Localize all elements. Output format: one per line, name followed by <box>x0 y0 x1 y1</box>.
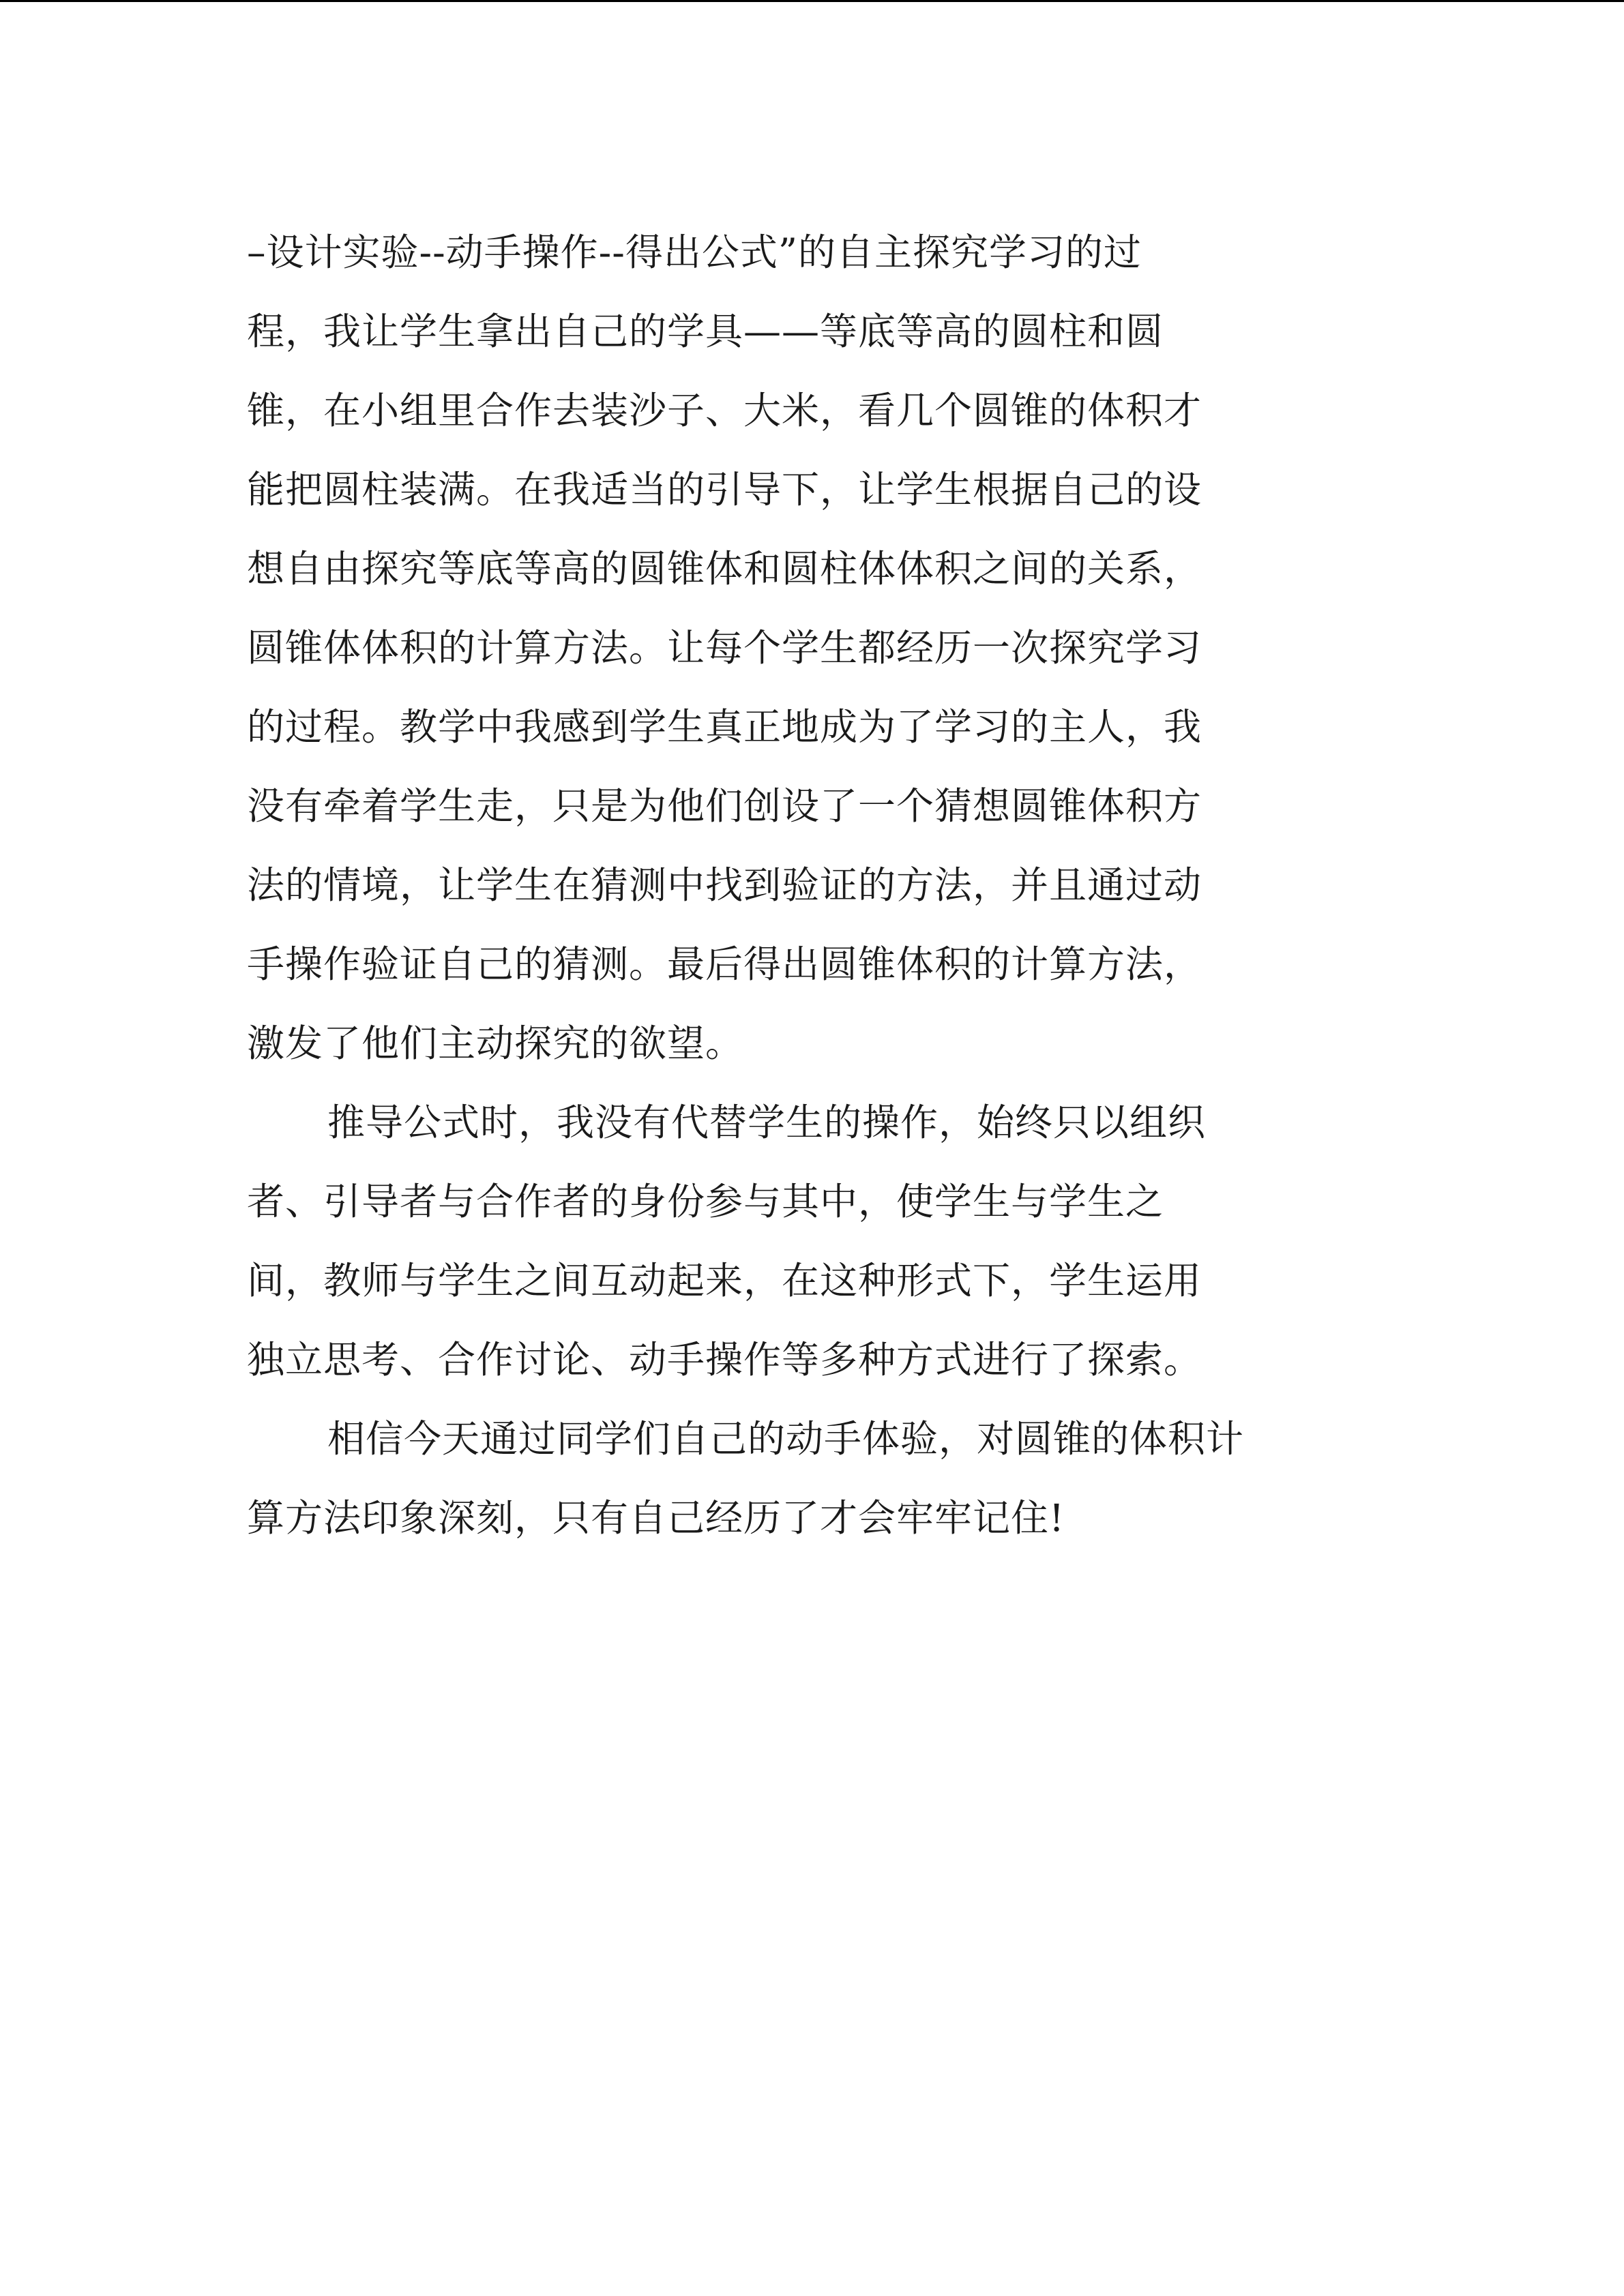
text-line: 圆锥体体积的计算方法。让每个学生都经历一次探究学习 <box>247 626 1202 670</box>
text-line: 程，我让学生拿出自己的学具——等底等高的圆柱和圆 <box>247 310 1164 353</box>
paragraph-1 <box>247 213 1379 1083</box>
paragraph-2 <box>247 1083 1379 1399</box>
text-line: 算方法印象深刻，只有自己经历了才会牢牢记住! <box>247 1496 1065 1540</box>
text-line: 的过程。教学中我感到学生真正地成为了学习的主人，我 <box>247 705 1202 749</box>
text-line: 法的情境，让学生在猜测中找到验证的方法，并且通过动 <box>247 863 1202 907</box>
text-line: 能把圆柱装满。在我适当的引导下，让学生根据自己的设 <box>247 468 1202 511</box>
text-line: 手操作验证自己的猜测。最后得出圆锥体积的计算方法， <box>247 942 1202 986</box>
text-line: 相信今天通过同学们自己的动手体验，对圆锥的体积计 <box>327 1417 1245 1461</box>
text-line: 独立思考、合作讨论、动手操作等多种方式进行了探索。 <box>247 1338 1202 1382</box>
text-line: –设计实验--动手操作--得出公式”的自主探究学习的过 <box>247 230 1142 274</box>
page-top-border <box>0 0 1624 2</box>
paragraph-3 <box>247 1399 1379 1557</box>
document-body <box>247 213 1379 1557</box>
text-line: 间，教师与学生之间互动起来，在这种形式下，学生运用 <box>247 1259 1202 1302</box>
text-line: 推导公式时，我没有代替学生的操作，始终只以组织 <box>327 1101 1207 1144</box>
text-line: 者、引导者与合作者的身份参与其中，使学生与学生之 <box>247 1180 1164 1223</box>
text-line: 没有牵着学生走，只是为他们创设了一个猜想圆锥体积方 <box>247 784 1202 828</box>
text-line: 激发了他们主动探究的欲望。 <box>247 1022 744 1065</box>
text-line: 想自由探究等底等高的圆锥体和圆柱体体积之间的关系， <box>247 547 1202 591</box>
text-line: 锥，在小组里合作去装沙子、大米，看几个圆锥的体积才 <box>247 389 1202 432</box>
